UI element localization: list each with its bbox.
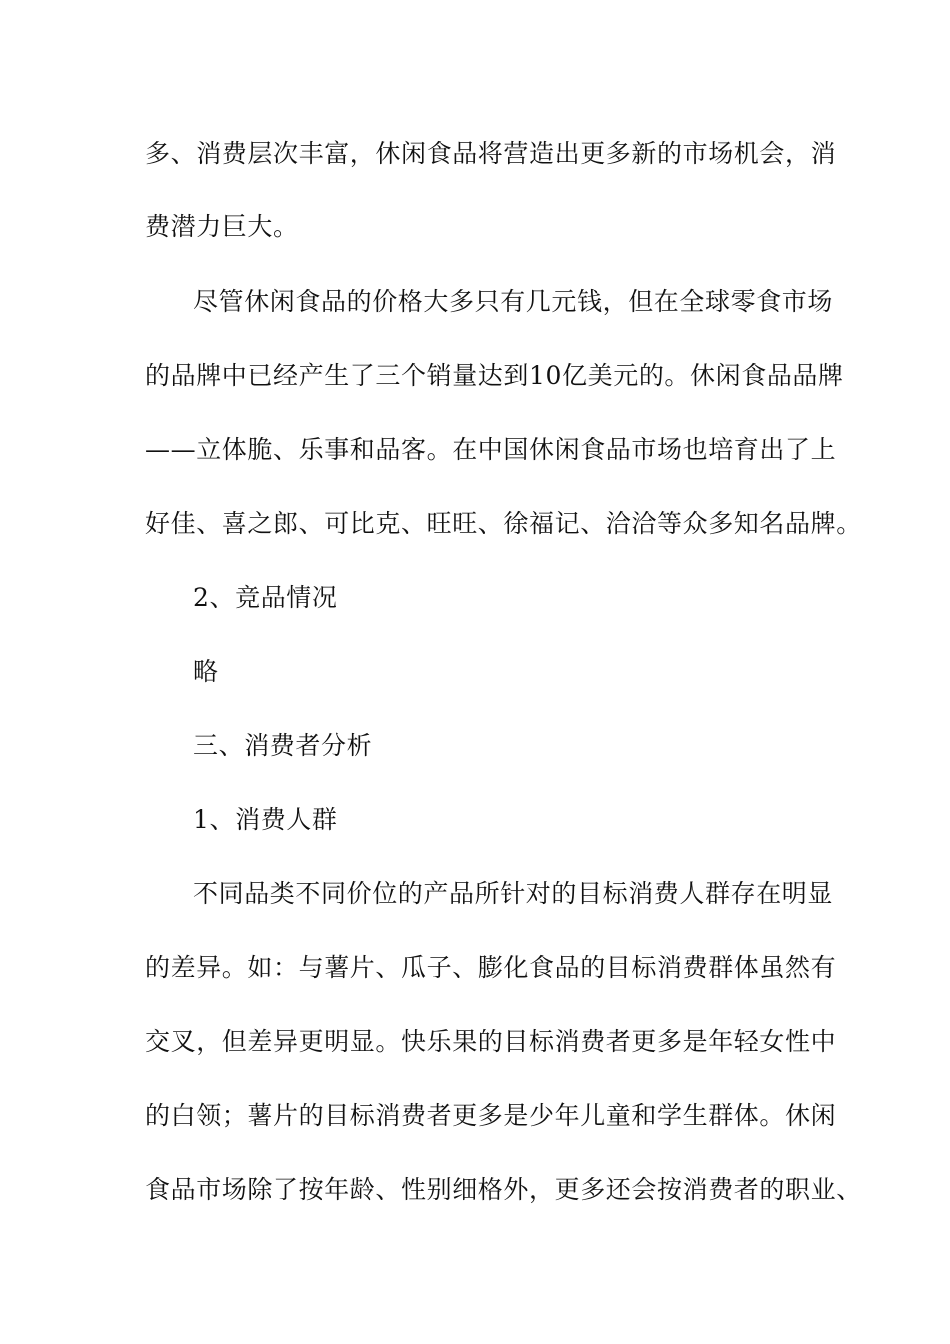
- text-line: 多、消费层次丰富，休闲食品将营造出更多新的市场机会，消: [145, 139, 837, 168]
- text-line: 交叉，但差异更明显。快乐果的目标消费者更多是年轻女性中: [145, 1027, 837, 1056]
- text-line: ——立体脆、乐事和品客。在中国休闲食品市场也培育出了上: [145, 435, 837, 464]
- text-line: 费潜力巨大。: [145, 212, 299, 241]
- text-line: 的差异。如：与薯片、瓜子、膨化食品的目标消费群体虽然有: [145, 953, 837, 982]
- paragraph-start-line: 尽管休闲食品的价格大多只有几元钱，但在全球零食市场: [193, 287, 834, 316]
- section-heading-competitors: 2、竞品情况: [193, 583, 338, 612]
- text-line: 的白领；薯片的目标消费者更多是少年儿童和学生群体。休闲: [145, 1101, 837, 1130]
- text-line: 的品牌中已经产生了三个销量达到10亿美元的。休闲食品品牌: [145, 361, 844, 390]
- section-heading-consumers: 1、消费人群: [193, 805, 338, 834]
- section-body-omitted: 略: [193, 657, 219, 686]
- text-line: 食品市场除了按年龄、性别细格外，更多还会按消费者的职业、: [145, 1175, 862, 1204]
- chapter-heading-consumer-analysis: 三、消费者分析: [193, 731, 373, 760]
- paragraph-start-line: 不同品类不同价位的产品所针对的目标消费人群存在明显: [193, 879, 834, 908]
- text-line: 好佳、喜之郎、可比克、旺旺、徐福记、洽洽等众多知名品牌。: [145, 509, 862, 538]
